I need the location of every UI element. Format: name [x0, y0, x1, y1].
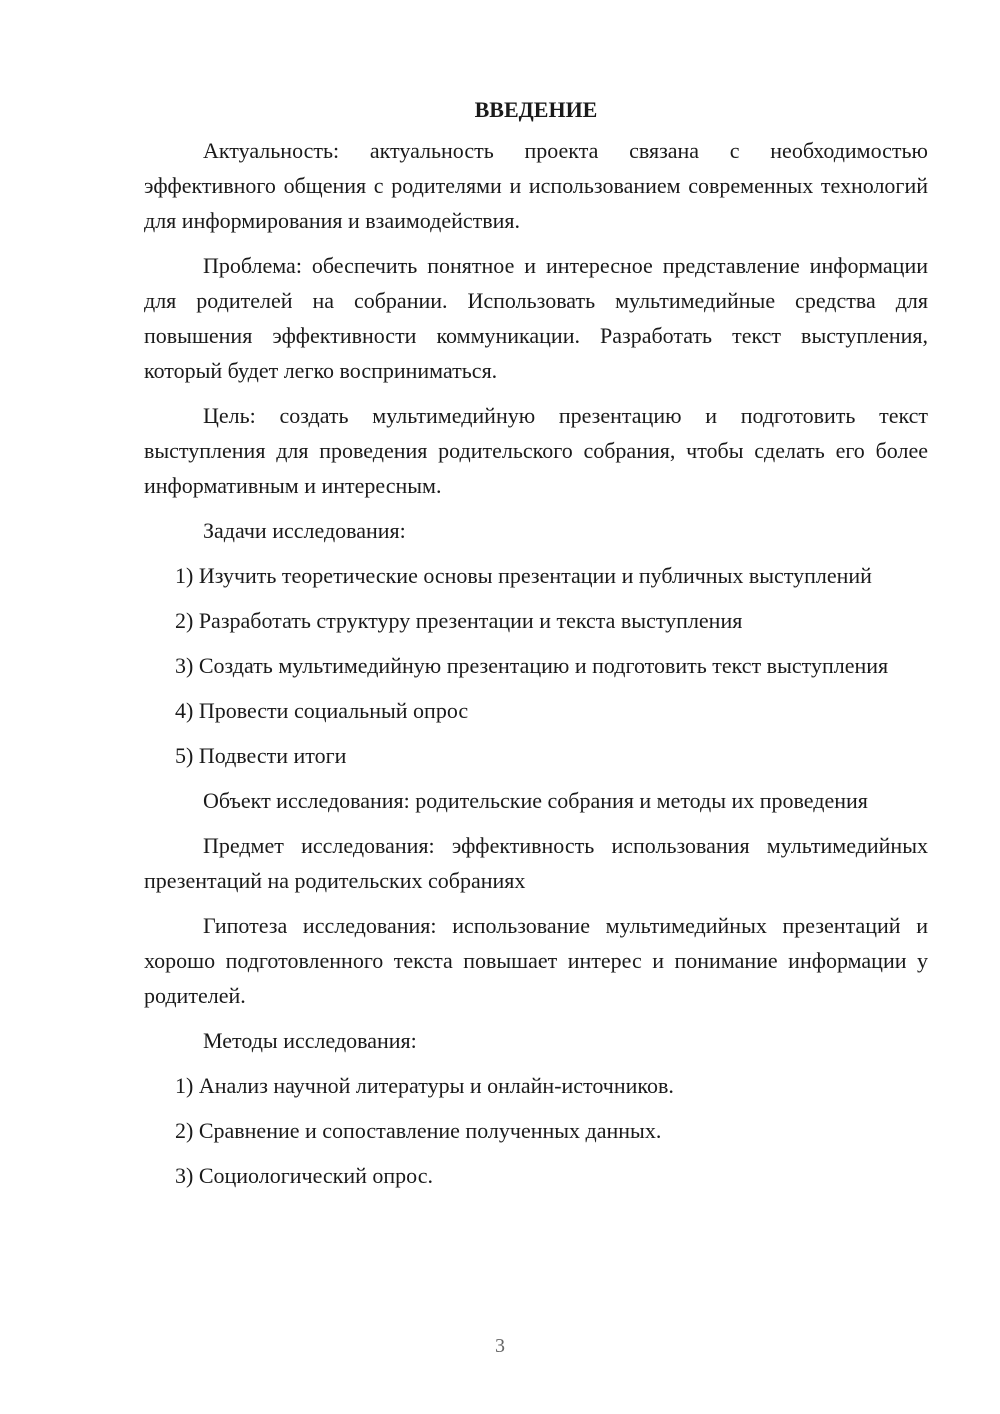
method-item-3: 3) Социологический опрос. [175, 1163, 433, 1188]
paragraph-object: Объект исследования: родительские собрания и методы их проведения [203, 788, 868, 813]
paragraph-tasks-heading: Задачи исследования: [203, 518, 406, 543]
task-item-4: 4) Провести социальный опрос [175, 698, 469, 723]
task-item-1: 1) Изучить теоретические основы презентации и публичных выступлений [175, 563, 872, 588]
paragraph-problem: Проблема: обеспечить понятное и интересное представление информации для родителей на собрании. Использовать мультимедийные средства для повышения эффективности коммуникации. Разработать текст выступления, который будет легко восприниматься. [144, 253, 928, 383]
task-item-5: 5) Подвести итоги [175, 743, 347, 768]
section-title: ВВЕДЕНИЕ [474, 97, 598, 122]
paragraph-relevance: Актуальность: актуальность проекта связана с необходимостью эффективного общения с родителями и использованием современных технологий для информирования и взаимодействия. [144, 138, 928, 233]
paragraph-goal: Цель: создать мультимедийную презентацию и подготовить текст выступления для проведения родительского собрания, чтобы сделать его более информативным и интересным. [144, 403, 928, 498]
paragraph-hypothesis: Гипотеза исследования: использование мультимедийных презентаций и хорошо подготовленного текста повышает интерес и понимание информации у родителей. [144, 913, 928, 1008]
paragraph-methods-heading: Методы исследования: [203, 1028, 417, 1053]
task-item-3: 3) Создать мультимедийную презентацию и подготовить текст выступления [175, 653, 889, 678]
task-item-2: 2) Разработать структуру презентации и текста выступления [175, 608, 743, 633]
page-content [144, 95, 928, 1203]
paragraph-subject: Предмет исследования: эффективность использования мультимедийных презентаций на родительских собраниях [144, 833, 928, 893]
method-item-1: 1) Анализ научной литературы и онлайн-источников. [175, 1073, 674, 1098]
method-item-2: 2) Сравнение и сопоставление полученных данных. [175, 1118, 662, 1143]
page-number: 3 [495, 1335, 505, 1357]
